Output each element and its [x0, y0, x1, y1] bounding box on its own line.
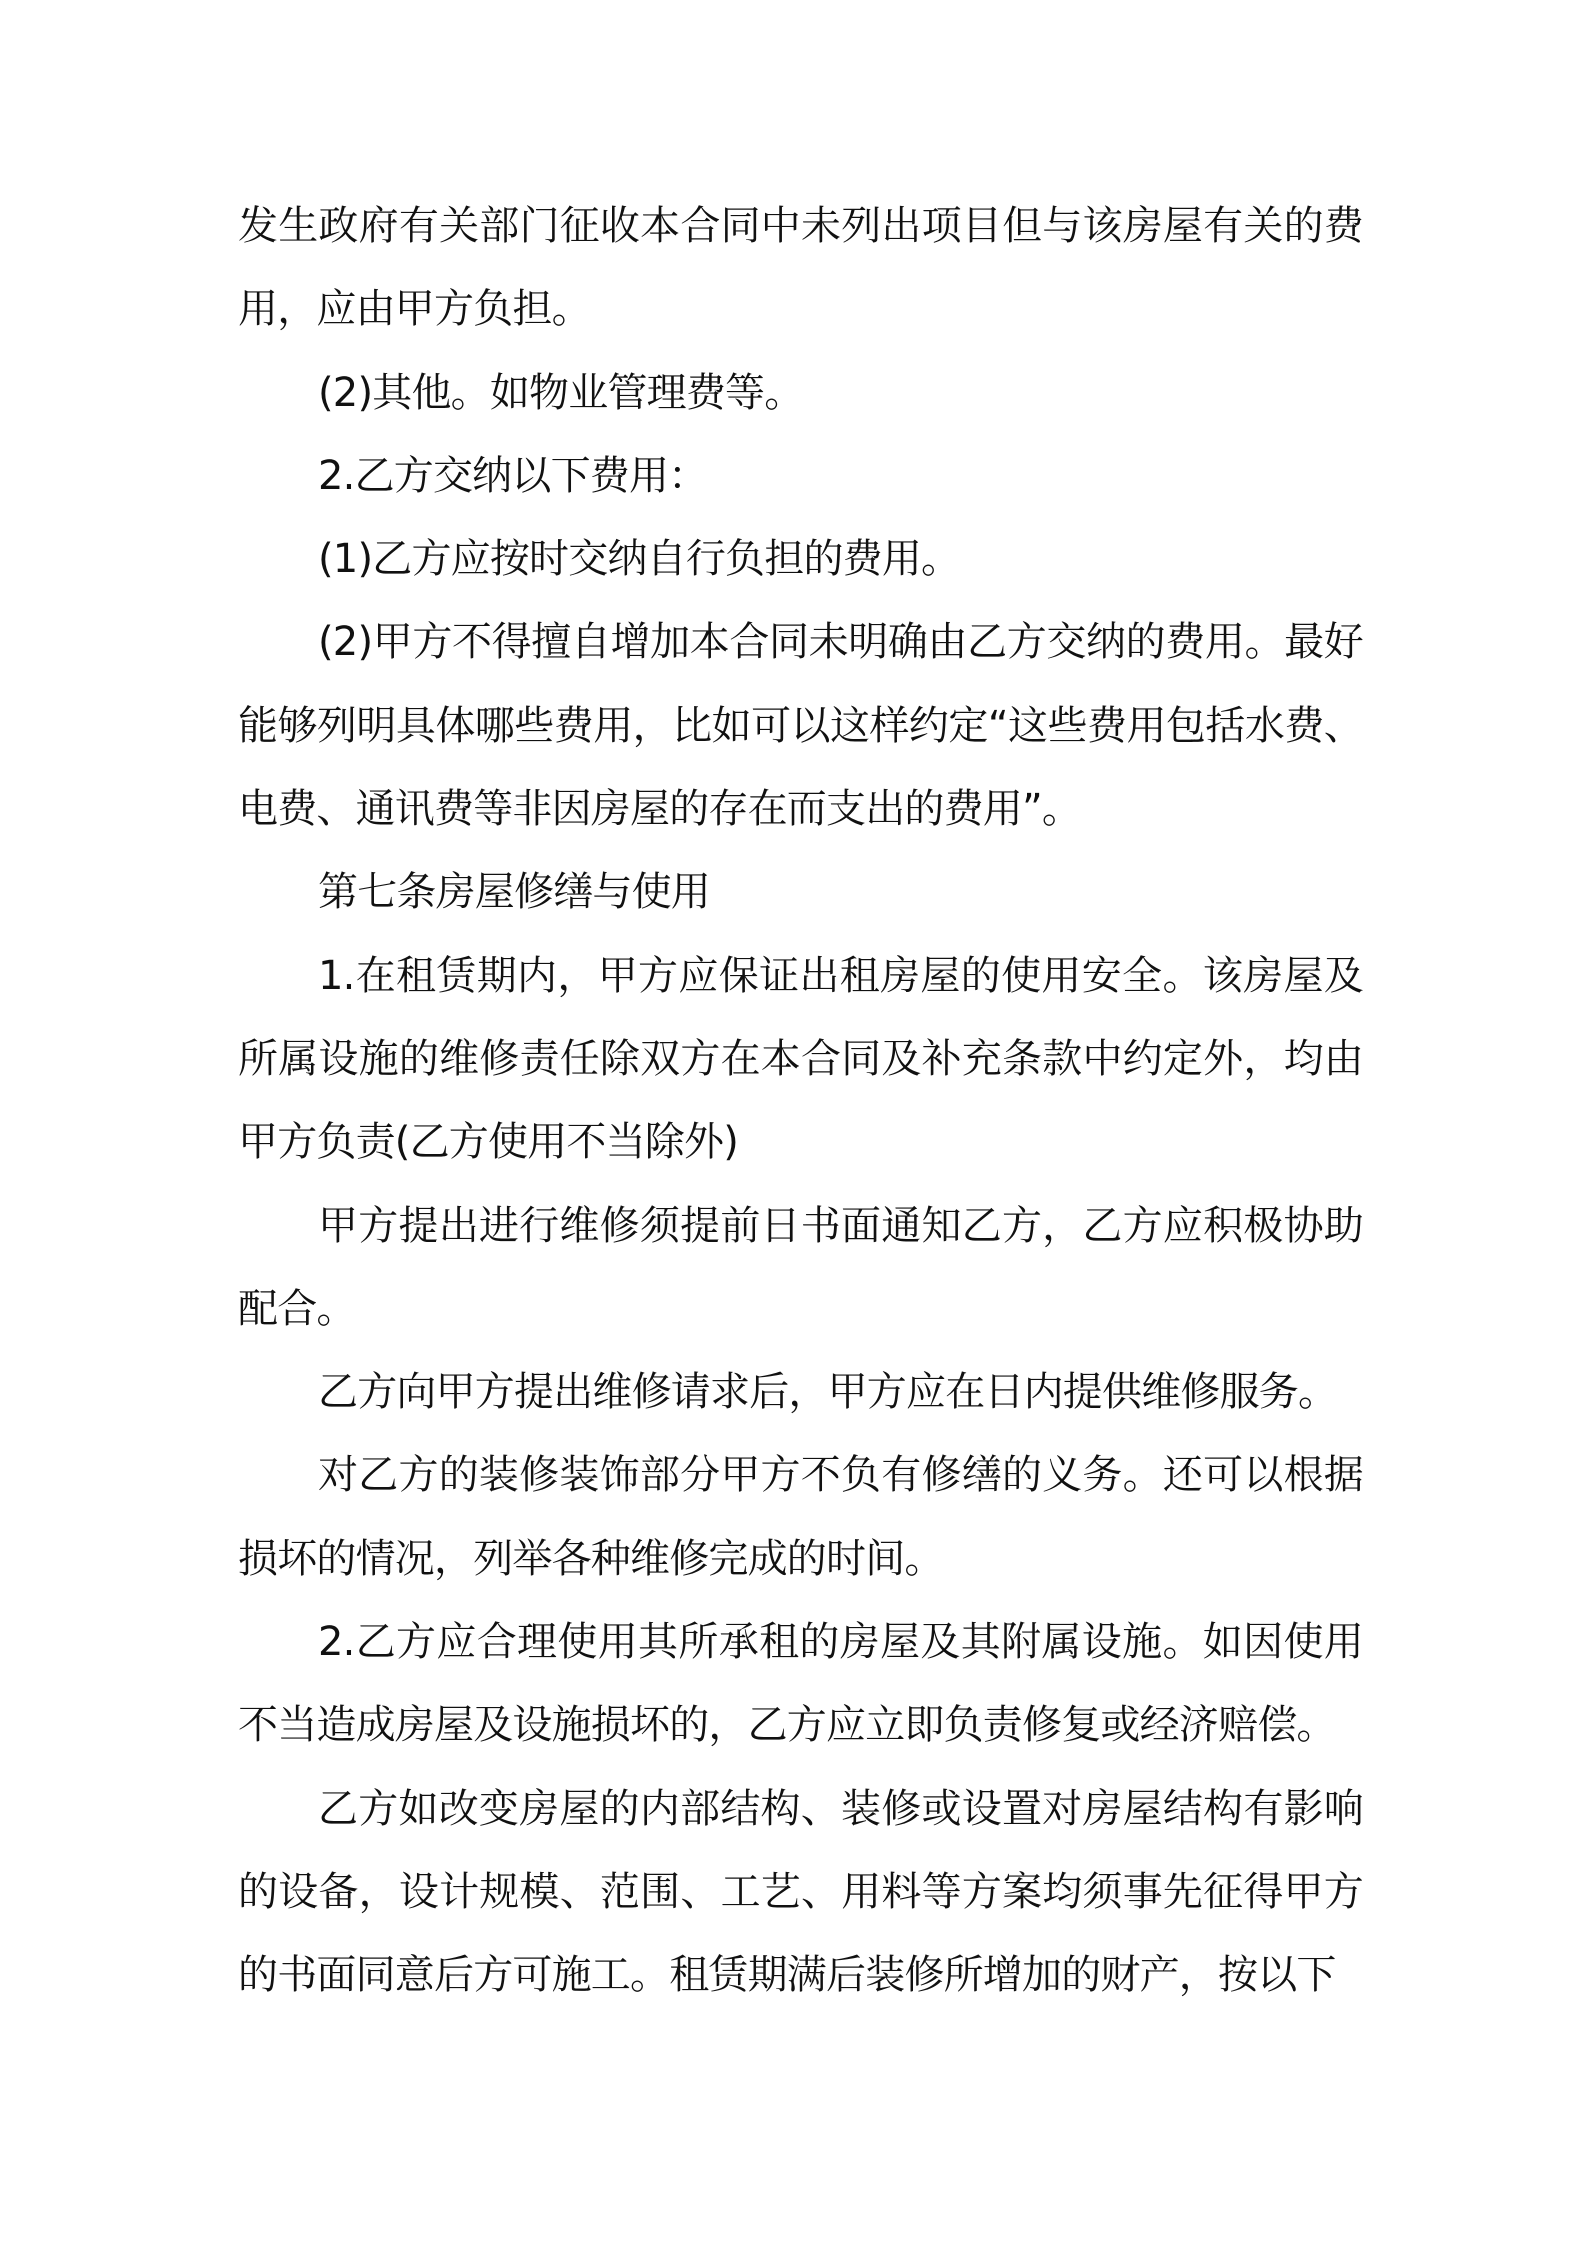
paragraph-repair-notice: 甲方提出进行维修须提前日书面通知乙方，乙方应积极协助配合。: [238, 1202, 1363, 1332]
paragraph-fee-continuation: 发生政府有关部门征收本合同中未列出项目但与该房屋有关的费用，应由甲方负担。: [238, 203, 1363, 333]
paragraph-tenant-pay-on-time: (1)乙方应按时交纳自行负担的费用。: [318, 536, 961, 583]
paragraph-other-fees: (2)其他。如物业管理费等。: [318, 369, 804, 416]
paragraph-tenant-fees-heading: 2.乙方交纳以下费用：: [318, 452, 708, 499]
paragraph-decoration-repair: 对乙方的装修装饰部分甲方不负有修缮的义务。还可以根据损坏的情况，列举各种维修完成的时间。: [238, 1452, 1363, 1582]
document-body: [238, 185, 1363, 2018]
article-seven-heading: 第七条房屋修缮与使用: [318, 869, 710, 916]
paragraph-no-extra-fees: (2)甲方不得擅自增加本合同未明确由乙方交纳的费用。最好能够列明具体哪些费用，比如可以这样约定“这些费用包括水费、电费、通讯费等非因房屋的存在而支出的费用”。: [238, 619, 1363, 833]
paragraph-proper-use: 2.乙方应合理使用其所承租的房屋及其附属设施。如因使用不当造成房屋及设施损坏的，乙方应立即负责修复或经济赔偿。: [238, 1619, 1363, 1749]
paragraph-repair-request: 乙方向甲方提出维修请求后，甲方应在日内提供维修服务。: [318, 1369, 1338, 1416]
paragraph-structure-changes: 乙方如改变房屋的内部结构、装修或设置对房屋结构有影响的设备，设计规模、范围、工艺、用料等方案均须事先征得甲方的书面同意后方可施工。租赁期满后装修所增加的财产，按以下: [238, 1785, 1363, 1999]
paragraph-landlord-safety: 1.在租赁期内，甲方应保证出租房屋的使用安全。该房屋及所属设施的维修责任除双方在本合同及补充条款中约定外，均由甲方负责(乙方使用不当除外): [238, 952, 1363, 1166]
